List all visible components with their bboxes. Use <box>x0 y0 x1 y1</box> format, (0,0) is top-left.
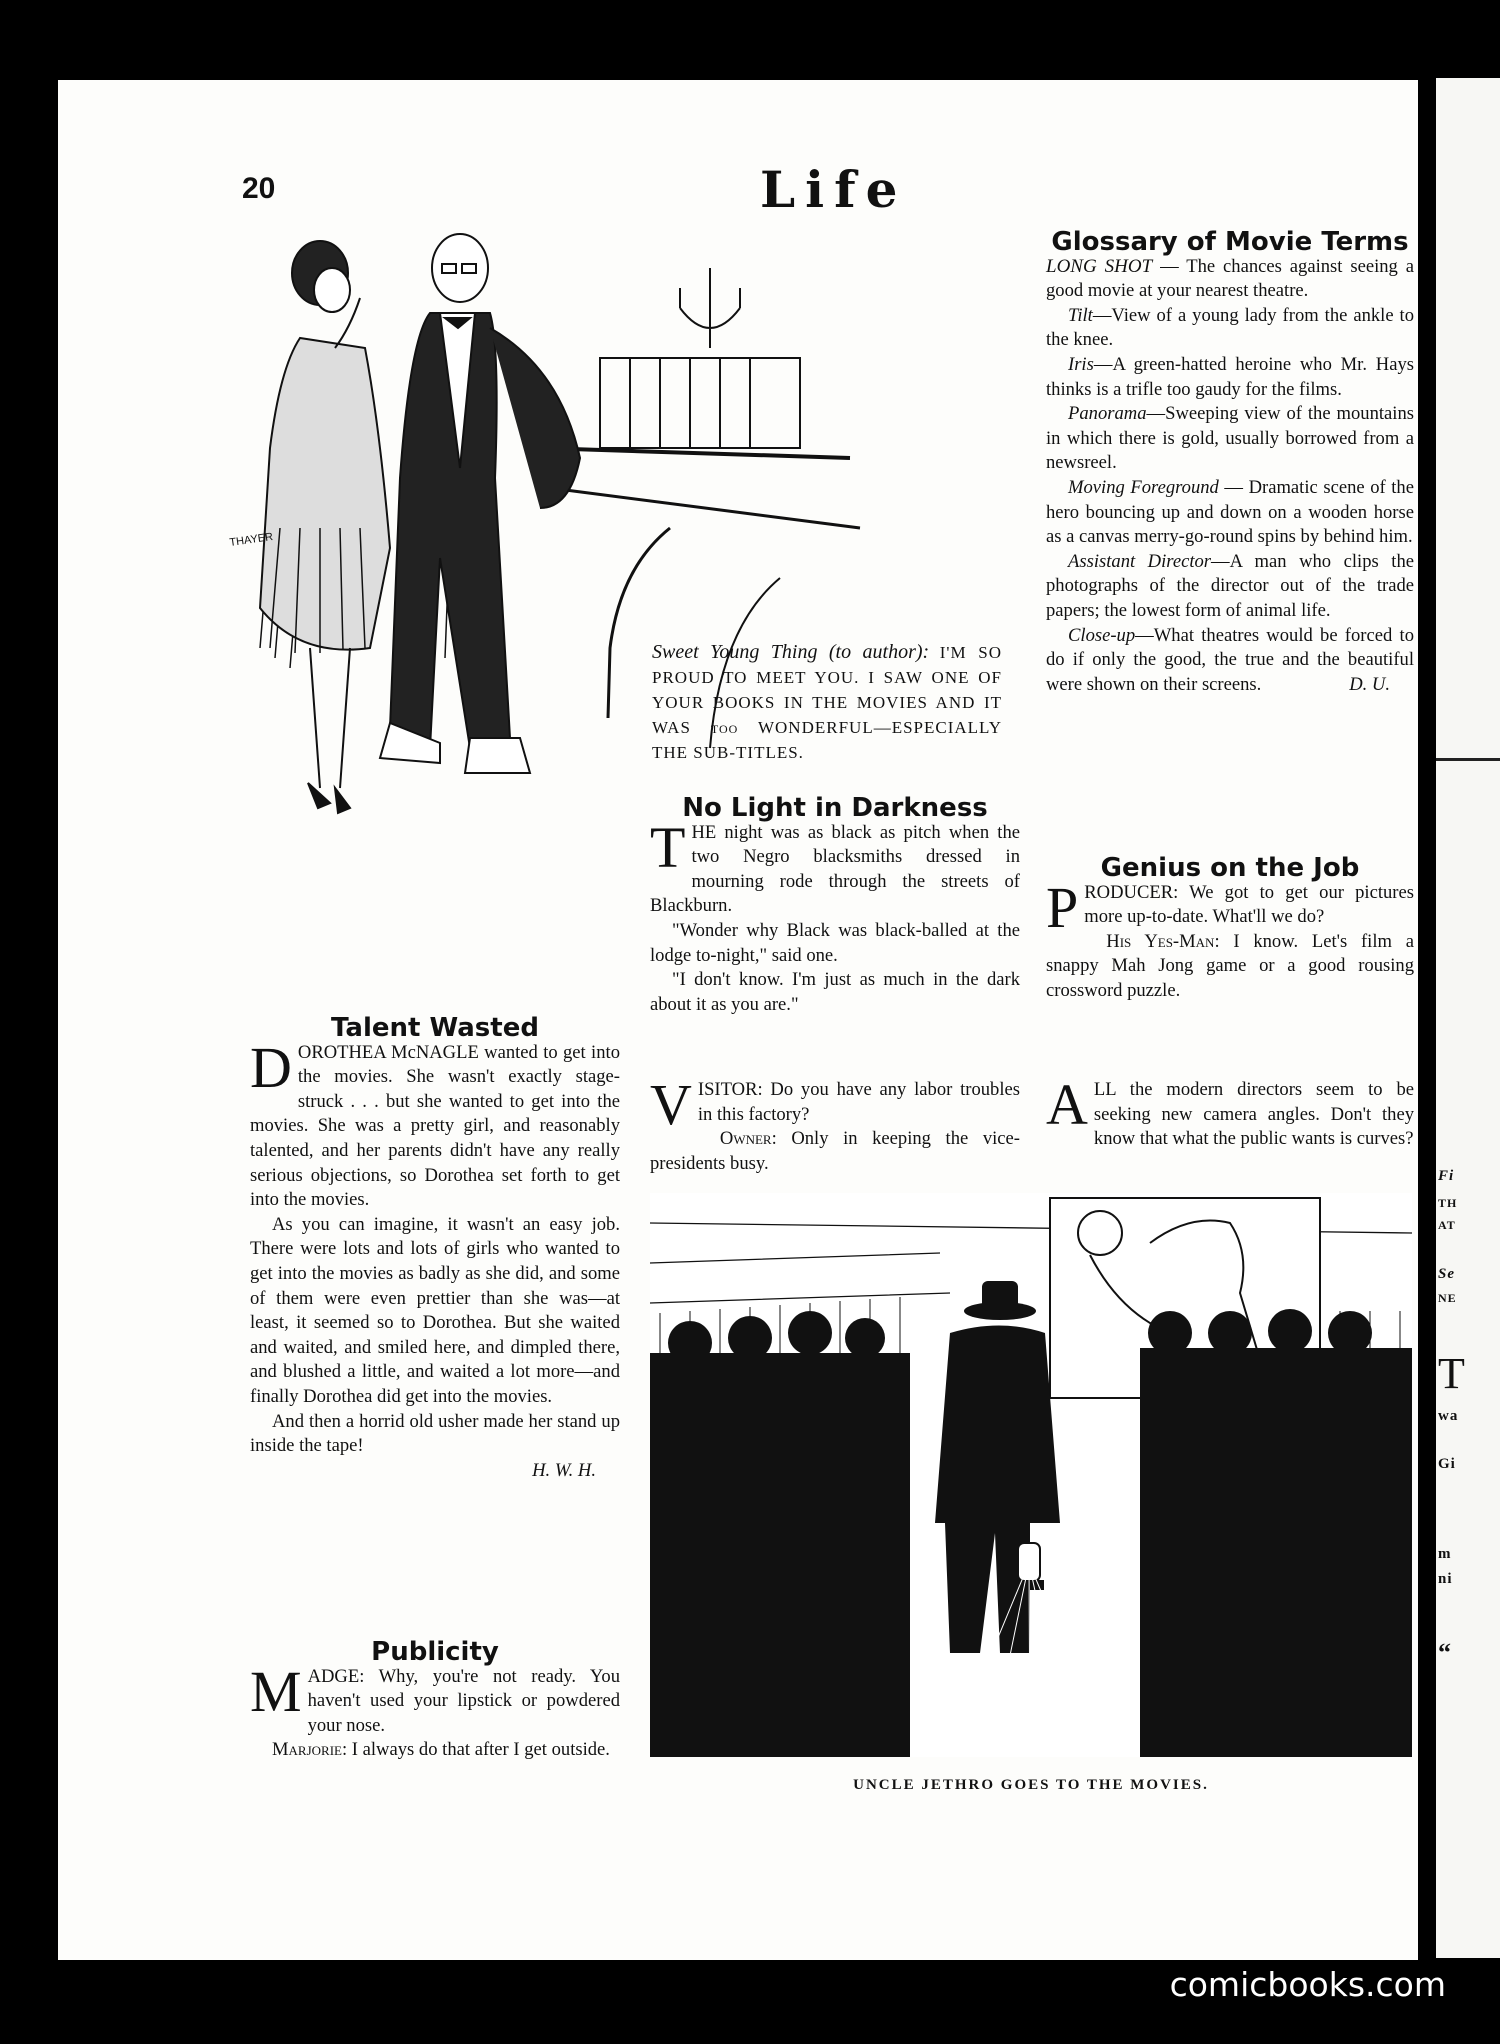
artist-signature: THAYER <box>228 530 274 549</box>
paragraph: And then a horrid old usher made her stand up inside the tape! <box>250 1410 620 1457</box>
glossary-term: Tilt <box>1068 304 1093 326</box>
publicity-article <box>250 1637 620 1763</box>
dialogue: : I always do that after I get outside. <box>341 1739 610 1761</box>
glossary-definition: —Sweeping view of the mountains in which there is gold, usually borrowed from a newsreel. <box>1046 403 1414 474</box>
paragraph: LL the modern directors seem to be seeking new camera angles. Don't they know that what the public wants is curves? <box>1093 1079 1414 1150</box>
caption-speaker: Sweet Young Thing (to author): <box>652 641 930 663</box>
article-title: No Light in Darkness <box>682 793 988 823</box>
rule <box>1436 758 1500 761</box>
glossary-entry <box>1046 550 1414 624</box>
article-title: Genius on the Job <box>1100 853 1360 883</box>
glossary-term: Iris <box>1068 353 1094 375</box>
dialogue: : Why, you're not ready. You haven't used your lipstick or powdered your nose. <box>307 1665 620 1736</box>
glossary-term: LONG SHOT <box>1046 255 1153 277</box>
glossary-definition: —A man who clips the photographs of the director out of the trade papers; the lowest form of animal life. <box>1046 550 1414 621</box>
glossary-list <box>1046 255 1414 698</box>
glossary-entry <box>1046 255 1414 304</box>
article-title: Glossary of Movie Terms <box>1051 227 1409 257</box>
drop-cap: M <box>250 1658 302 1724</box>
dialogue: : Do you have any labor troubles in this factory? <box>697 1079 1020 1125</box>
genius-article <box>1046 853 1414 1004</box>
page-fragment: m <box>1438 1546 1452 1562</box>
article-signature: H. W. H. <box>532 1459 596 1481</box>
glossary-entry <box>1046 476 1414 550</box>
page-fragment: Fi <box>1438 1168 1455 1184</box>
glossary-term: Close-up <box>1068 624 1136 646</box>
glossary-definition: —View of a young lady from the ankle to the knee. <box>1046 304 1414 351</box>
no-light-article <box>650 793 1020 1017</box>
page-fragment: NE <box>1438 1291 1457 1305</box>
drop-cap: P <box>1046 874 1079 940</box>
masthead: Life <box>760 160 908 219</box>
glossary-term: Moving Foreground <box>1068 476 1219 498</box>
dialogue: : We got to get our pictures more up-to-date. What'll we do? <box>1084 881 1414 928</box>
glossary-definition: —A green-hatted heroine who Mr. Hays thinks is a trifle too gaudy for the films. <box>1046 353 1414 400</box>
glossary-definition: — Dramatic scene of the hero bouncing up and down on a wooden horse as a canvas merry-go-round spins by behind him. <box>1046 476 1414 548</box>
page-fragment: AT <box>1438 1218 1456 1232</box>
theatre-illustration <box>650 1193 1412 1757</box>
paragraph: "I don't know. I'm just as much in the dark about it as you are." <box>650 969 1020 1015</box>
page-fragment: T <box>1438 1349 1466 1398</box>
adjacent-page-edge <box>1436 78 1500 1958</box>
article-title: Talent Wasted <box>331 1013 539 1043</box>
caption-text: I'M SO PROUD TO MEET YOU. I SAW ONE OF YOUR BOOKS IN THE MOVIES AND IT WAS too WONDERFUL—ESPECIALLY THE SUB-TITLES. <box>652 643 1003 762</box>
talent-wasted-article <box>250 1013 620 1483</box>
speaker: His Yes-Man <box>1106 930 1215 952</box>
drop-cap: D <box>250 1034 292 1100</box>
cartoon-caption: UNCLE JETHRO GOES TO THE MOVIES. <box>853 1777 1209 1793</box>
paragraph: OROTHEA McNAGLE wanted to get into the movies. She wasn't exactly stage-struck . . . but she wanted to get into the movies. She was a pretty girl, and reasonably talented, and her parents didn't have any really serious objections, so Dorothea set forth to get into the movies. <box>250 1041 620 1211</box>
glossary-definition: —What theatres would be forced to do if only the good, the true and the beautiful were shown on their screens. <box>1046 624 1414 695</box>
glossary-entry <box>1046 402 1414 476</box>
page-fragment: Gi <box>1438 1456 1456 1472</box>
paragraph: HE night was as black as pitch when the two Negro blacksmiths dressed in mourning rode through the streets of Blackburn. <box>650 821 1020 917</box>
page-fragment: TH <box>1438 1196 1458 1210</box>
dialogue: : Only in keeping the vice-presidents busy. <box>650 1128 1020 1174</box>
article-signature: D. U. <box>1349 674 1390 696</box>
cartoon-caption <box>652 640 1002 765</box>
glossary-definition: — The chances against seeing a good movie at your nearest theatre. <box>1046 255 1414 302</box>
page-fragment: ni <box>1438 1571 1453 1587</box>
glossary-term: Panorama <box>1068 403 1147 425</box>
paragraph: "Wonder why Black was black-balled at the lodge to-night," said one. <box>650 919 1020 966</box>
paragraph: As you can imagine, it wasn't an easy job. There were lots and lots of girls who wanted to get into the movies as badly as she did, and some of them were even prettier than she was—at least, it seemed so to Dorothea. But she waited and waited, and smiled here, and dimpled there, and blushed a little, and waited a lot more—and finally Dorothea did get into the movies. <box>250 1213 620 1407</box>
drop-cap: V <box>650 1072 692 1137</box>
page-fragment: Se <box>1438 1266 1455 1282</box>
speaker: Owner <box>719 1128 772 1150</box>
page-fragment: wa <box>1438 1408 1459 1424</box>
watermark: comicbooks.com <box>1169 1965 1446 2004</box>
glossary-article <box>1046 227 1414 698</box>
page-fragment: “ <box>1438 1638 1452 1667</box>
glossary-term: Assistant Director <box>1068 550 1212 572</box>
speaker: ADGE <box>307 1665 360 1687</box>
speaker: ISITOR <box>697 1079 758 1100</box>
drop-cap: T <box>650 814 686 880</box>
visitor-joke <box>650 1072 1020 1176</box>
dialogue: : I know. Let's film a snappy Mah Jong game or a good rousing crossword puzzle. <box>1046 930 1414 1001</box>
directors-joke <box>1046 1072 1414 1152</box>
drop-cap: A <box>1046 1072 1088 1137</box>
speaker: RODUCER <box>1084 881 1174 903</box>
glossary-entry <box>1046 304 1414 353</box>
page-number: 20 <box>242 172 276 205</box>
speaker: Marjorie <box>272 1739 342 1761</box>
article-title: Publicity <box>371 1637 499 1667</box>
glossary-entry <box>1046 353 1414 402</box>
